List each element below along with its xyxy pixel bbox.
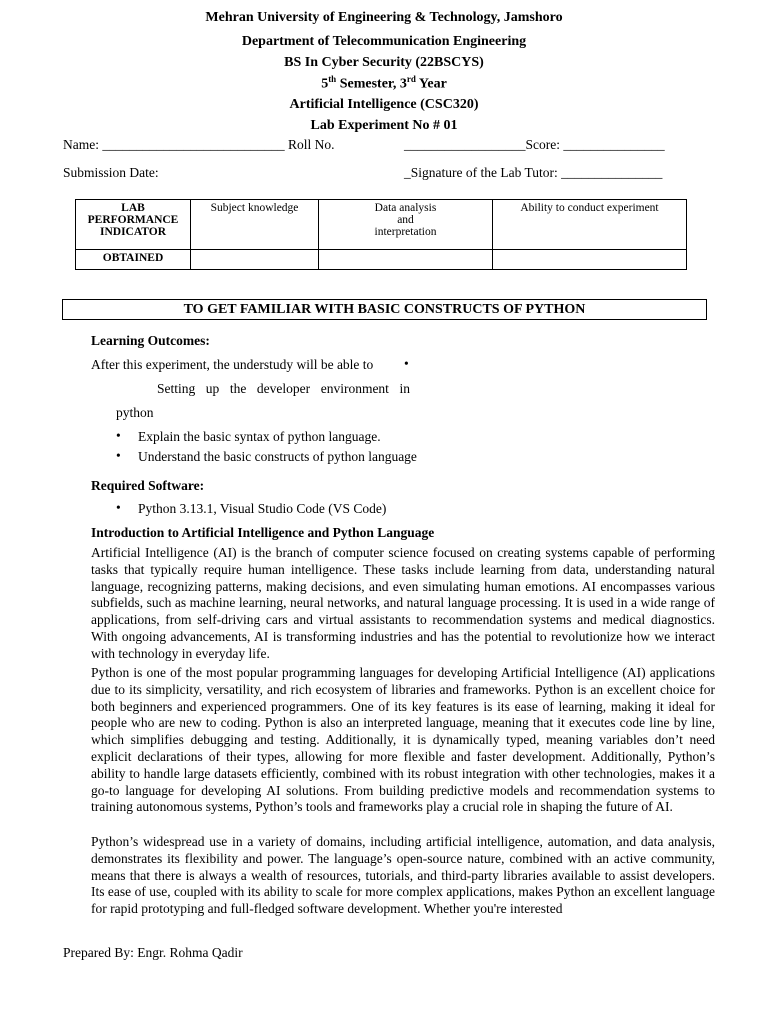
obtained-analysis-cell	[319, 250, 493, 270]
program-name: BS In Cyber Security (22BSCYS)	[284, 55, 484, 70]
bullet-icon: •	[116, 500, 121, 515]
experiment-number: Lab Experiment No # 01	[310, 118, 458, 133]
outcomes-intro: After this experiment, the understudy will be able to	[91, 357, 374, 372]
data-analysis-cell	[319, 200, 493, 250]
table-row	[76, 200, 687, 250]
obtained-subject-cell	[191, 250, 319, 270]
performance-table	[75, 199, 687, 270]
bullet-icon: •	[116, 428, 121, 443]
obtained-cell: OBTAINED	[76, 250, 191, 270]
department-name: Department of Telecommunication Engineering	[241, 34, 527, 49]
subject-knowledge-cell: Subject knowledge	[191, 200, 319, 250]
data-analysis-line1: Data analysis	[374, 202, 437, 214]
bullet-icon: •	[404, 356, 409, 371]
outcome-item-3: Understand the basic constructs of python language	[138, 449, 417, 464]
outcome-item-2: Explain the basic syntax of python language.	[138, 429, 381, 444]
score-field: __________________Score: _______________	[404, 137, 665, 152]
intro-paragraph-2: Python is one of the most popular programming languages for developing Artificial Intelligence (AI) applications due to its simplicity, versatility, and rich ecosystem of libraries and frameworks. Python is an excellent choice for both beginners and experienced programmers. One of its key features is its ease of learning, making it ideal for people who are new to coding. Python is also an interpreted language, meaning that it executes code line by line, which simplifies debugging and testing. Additionally, it is dynamically typed, meaning variables don’t need explicit declarations of their types, allowing for more flexible and faster development. Additionally, Python’s ability to handle large datasets efficiently, combined with its robust integration with other technologies, makes it a go-to language for developing AI solutions. From building predictive models and recommendation systems to training autonomous systems, Python’s tools and frameworks play a crucial role in shaping the future of AI.	[91, 665, 715, 815]
signature-field: _Signature of the Lab Tutor: _______________	[404, 165, 663, 180]
ability-cell: Ability to conduct experiment	[493, 200, 687, 250]
bullet-icon: •	[116, 448, 121, 463]
data-analysis-line3: interpretation	[374, 226, 437, 238]
learning-outcomes-heading: Learning Outcomes:	[91, 333, 210, 348]
table-row	[76, 250, 687, 270]
submission-date-field: Submission Date:	[63, 165, 159, 180]
outcome-item-1-cont: python	[116, 405, 154, 420]
outcome-item-1: Setting up the developer environment in	[157, 381, 410, 396]
introduction-heading: Introduction to Artificial Intelligence and Python Language	[91, 525, 435, 540]
university-name: Mehran University of Engineering & Technology, Jamshoro	[205, 10, 563, 25]
software-item: Python 3.13.1, Visual Studio Code (VS Code)	[138, 501, 387, 516]
data-analysis-line2: and	[397, 214, 414, 226]
name-roll-field: Name: ___________________________ Roll No.	[63, 137, 335, 152]
obtained-ability-cell	[493, 250, 687, 270]
course-name: Artificial Intelligence (CSC320)	[289, 97, 479, 112]
experiment-title: TO GET FAMILIAR WITH BASIC CONSTRUCTS OF PYTHON	[62, 299, 707, 320]
prepared-by-footer: Prepared By: Engr. Rohma Qadir	[63, 945, 243, 960]
indicator-cell: LAB PERFORMANCE INDICATOR	[76, 200, 191, 250]
intro-paragraph-3: Python’s widespread use in a variety of domains, including artificial intelligence, automation, and data analysis, demonstrates its flexibility and power. The language’s open-source nature, combined with an active community, means that there is always a wealth of resources, tutorials, and third-party libraries available to assist developers. Its ease of use, coupled with its ability to scale for more complex applications, makes Python an excellent language for rapid prototyping and full-fledged software development. Whether you're interested	[91, 834, 715, 917]
semester-year: 5th Semester, 3rd Year	[321, 74, 447, 92]
intro-paragraph-1: Artificial Intelligence (AI) is the branch of computer science focused on creating systems capable of performing tasks that typically require human intelligence. These tasks include learning from data, understanding natural language, recognizing patterns, making decisions, and even simulating human emotions. AI encompasses various subfields, such as machine learning, neural networks, and natural language processing. It is used in a wide range of applications, from self-driving cars and virtual assistants to recommendation systems and medical diagnostics. With ongoing advancements, AI is transforming industries and has the potential to revolutionize how we interact with technology in everyday life.	[91, 545, 715, 661]
required-software-heading: Required Software:	[91, 478, 205, 493]
